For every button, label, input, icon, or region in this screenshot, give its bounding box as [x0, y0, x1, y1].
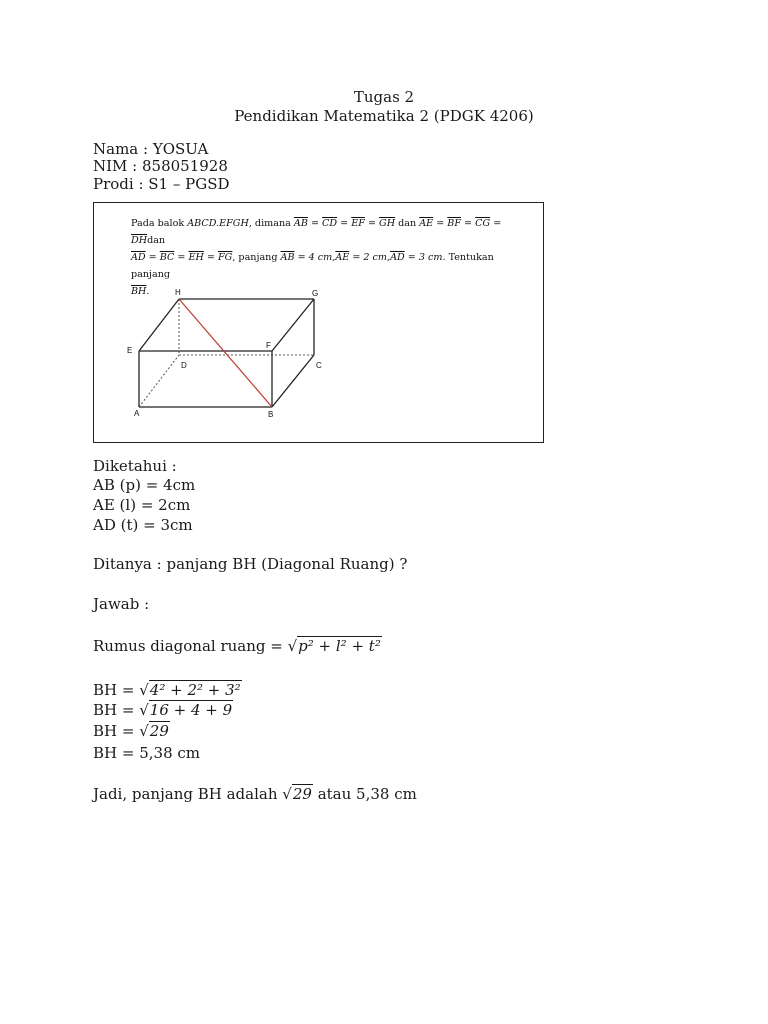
sqrt-expression: √16 + 4 + 9 [139, 701, 233, 719]
diagonal-bh [179, 299, 272, 407]
step-1 [93, 680, 242, 700]
segment: $\overline{CD}$ [322, 218, 338, 229]
given-value: = 2 cm, [349, 252, 391, 263]
edge-ad [139, 355, 179, 407]
step-prefix: BH = [93, 701, 140, 719]
problem-text: , panjang [232, 252, 281, 263]
segment: $\overline{EH}$ [188, 252, 204, 263]
segment: $\overline{BF}$ [447, 218, 461, 229]
problem-statement: Pada balok ABCD.EFGH, dimana $\overline{AB} = \overline{CD} = \overline{EF} = \overline{GH}$ dan $\overline{AE} = \overline{BF} = \overline{CG} = \overline{DH}dan$ $\overline{AD} = \overline{BC} = \overline{EH} = \overline{FG}$, panjang $\overline{AB} = 4$ $cm,\overline{AE} = 2$ $cm,\overline{AD} = 3$ cm. Tentukan panjang $\overline{BH}$. [131, 218, 502, 297]
student-prodi: Prodi : S1 – PGSD [93, 175, 230, 193]
student-name: Nama : YOSUA [93, 140, 209, 158]
segment: $\overline{BH}$ [131, 286, 147, 297]
edge-fg [272, 299, 314, 351]
segment: $\overline{AB}$ [293, 218, 308, 229]
conclusion-text: atau 5,38 cm [312, 785, 417, 803]
problem-text: , dimana [248, 218, 294, 229]
step-prefix: BH = [93, 681, 140, 699]
sqrt-expression: √29 [282, 785, 312, 803]
edge-eh [139, 299, 179, 351]
cuboid-diagram [94, 203, 545, 444]
conclusion-radicand: 29 [292, 785, 312, 803]
conclusion [93, 784, 417, 804]
problem-text: Pada balok [131, 218, 188, 229]
step-prefix: BH = [93, 722, 140, 740]
known-ab: AB (p) = 4cm [93, 476, 196, 494]
vertex-label-a: A [134, 409, 140, 418]
step-2 [93, 700, 233, 720]
segment: $\overline{AE}$ [419, 218, 434, 229]
formula-line [93, 636, 382, 656]
step-3 [93, 721, 170, 741]
segment: $\overline{CG}$ [475, 218, 491, 229]
problem-text: Tentukan panjang [131, 252, 494, 280]
given-value: = 3 cm. [404, 252, 446, 263]
vertex-label-c: C [316, 361, 322, 370]
question: Ditanya : panjang BH (Diagonal Ruang) ? [93, 555, 408, 573]
vertex-label-b: B [268, 410, 274, 419]
answer-heading: Jawab : [93, 595, 150, 613]
formula-label: Rumus diagonal ruang = [93, 637, 288, 655]
vertex-label-e: E [127, 346, 133, 355]
vertex-label-d: D [181, 361, 187, 370]
step-radicand: 29 [149, 722, 169, 740]
vertex-label-f: F [266, 341, 271, 350]
given-value: = 4 cm, [294, 252, 336, 263]
step-4: BH = 5,38 cm [93, 744, 200, 762]
edge-bc [272, 355, 314, 407]
segment: $\overline{BC}$ [159, 252, 175, 263]
segment: $\overline{DH}$ [131, 235, 148, 246]
segment: $\overline{FG}$ [218, 252, 233, 263]
vertex-label-g: G [312, 289, 319, 298]
problem-figure [93, 202, 544, 443]
problem-text: . [146, 286, 150, 297]
segment: $\overline{GH}$ [379, 218, 396, 229]
solid-name: ABCD.EFGH [187, 218, 249, 229]
step-radicand: 16 + 4 + 9 [149, 701, 233, 719]
known-ad: AD (t) = 3cm [93, 516, 193, 534]
known-heading: Diketahui : [93, 457, 177, 475]
sqrt-expression: √4² + 2² + 3² [139, 681, 241, 699]
problem-text: dan [395, 218, 420, 229]
segment: $\overline{AB}$ [280, 252, 295, 263]
conclusion-text: Jadi, panjang BH adalah [93, 785, 283, 803]
course-title: Pendidikan Matematika 2 (PDGK 4206) [234, 107, 534, 125]
segment: $\overline{AE}$ [335, 252, 350, 263]
document-title: Tugas 2 [353, 88, 415, 106]
segment: $\overline{AD}$ [131, 252, 146, 263]
segment: $\overline{AD}$ [390, 252, 405, 263]
formula-radicand: p² + l² + t² [298, 637, 381, 655]
known-ae: AE (l) = 2cm [93, 496, 191, 514]
vertex-label-h: H [175, 288, 181, 297]
sqrt-expression: √p² + l² + t² [287, 637, 381, 655]
sqrt-expression: √29 [139, 722, 169, 740]
step-radicand: 4² + 2² + 3² [149, 681, 241, 699]
problem-text: dan [147, 235, 166, 246]
student-nim: NIM : 858051928 [93, 157, 228, 175]
segment: $\overline{EF}$ [351, 218, 365, 229]
